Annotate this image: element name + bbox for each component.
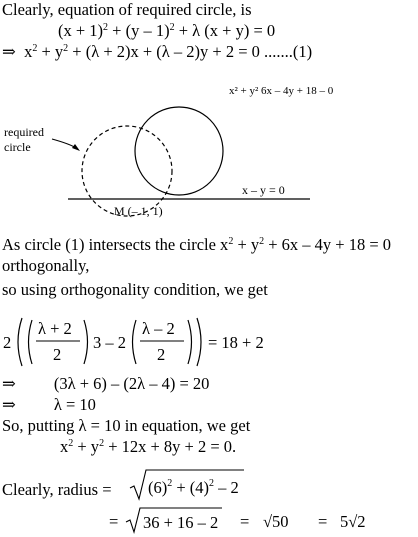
orthogonally-word: orthogonally,	[2, 256, 90, 275]
step-substitute: So, putting λ = 10 in equation, we get	[2, 416, 251, 435]
label-point-m: M (– 1, 1)	[114, 204, 163, 218]
svg-text:= 18 + 2: = 18 + 2	[208, 333, 264, 352]
pointer-arrow	[52, 139, 76, 148]
condition-intro: so using orthogonality condition, we get	[2, 280, 268, 299]
svg-text:λ + 2: λ + 2	[38, 319, 72, 338]
radius-eq-sign-2: =	[240, 512, 250, 531]
radius-eq-sign-1: =	[109, 512, 119, 531]
radius-result: 5√2	[340, 512, 366, 531]
label-required: required	[4, 125, 44, 139]
radius-eq-sign-3: =	[318, 512, 328, 531]
svg-text:3 – 2: 3 – 2	[93, 333, 126, 352]
orthogonality-formula	[0, 310, 300, 374]
step-lambda: ⇒ λ = 10	[2, 395, 96, 414]
final-circle-equation: $x^2 + y^2 + 12x + 8y + 2 = 0$.	[60, 437, 237, 456]
svg-text:2: 2	[53, 345, 62, 364]
intro-line: Clearly, equation of required circle, is	[2, 0, 252, 19]
svg-text:λ – 2: λ – 2	[142, 319, 175, 338]
orthogonal-statement: As circle (1) intersects the circle $x^2 + y^2 + 6x - 4y + 18 = 0$	[2, 235, 392, 254]
equation-circle-family: $(x + 1)^2 + (y - 1)^2 + \lambda$ (x + y) = 0	[58, 21, 276, 40]
radius-radical-1	[128, 468, 248, 502]
svg-text:2: 2	[3, 333, 12, 352]
svg-text:(6)2 + (4)2 – 2: $(6)^2 + (4)^2 - 2$	[148, 478, 239, 497]
required-circle	[82, 126, 172, 216]
given-circle	[135, 107, 223, 195]
label-line: x – y = 0	[242, 183, 285, 197]
svg-text:2: 2	[157, 345, 166, 364]
step-simplify: ⇒ (3λ + 6) – (2λ – 4) = 20	[2, 374, 210, 393]
radius-radical-2	[124, 506, 224, 534]
label-circle: circle	[4, 140, 31, 154]
radius-sqrt50: √50	[263, 512, 289, 531]
radius-label: Clearly, radius =	[2, 480, 112, 499]
label-circle-equation: x² + y² 6x – 4y + 18 – 0	[229, 85, 334, 97]
equation-one: ⇒ $x^2 + y^2 + (\lambda + 2)x + (\lambda - 2)y + 2 = 0$ .......(1)	[2, 42, 313, 61]
svg-text:36 + 16 – 2: 36 + 16 – 2	[143, 513, 219, 532]
circles-diagram	[0, 78, 418, 218]
